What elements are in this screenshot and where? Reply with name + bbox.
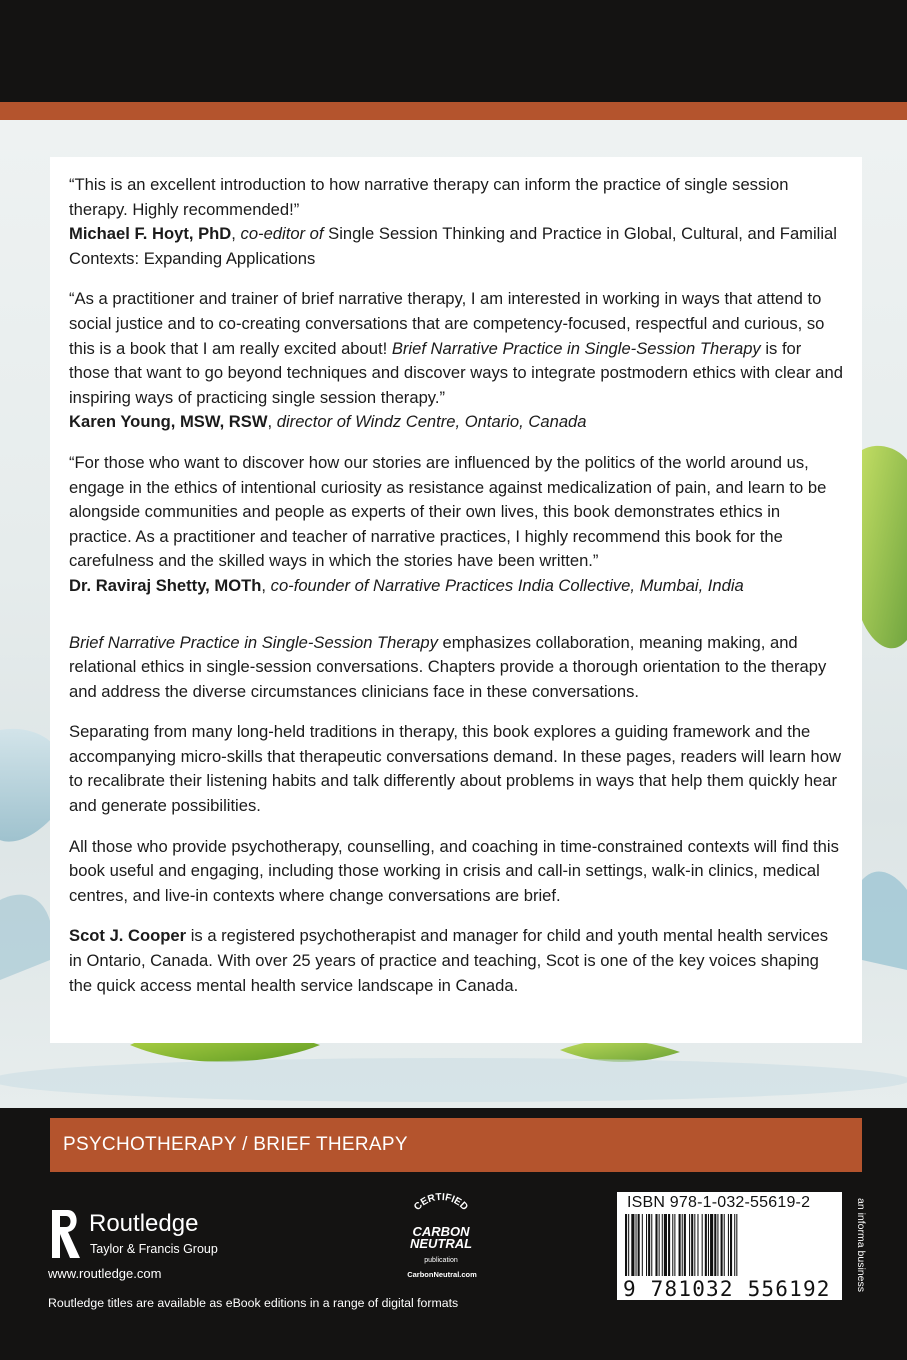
review-3-attribution: Dr. Raviraj Shetty, MOTh, co-founder of Narrative Practices India Collective, Mumbai, India: [69, 575, 744, 595]
routledge-r-icon: [48, 1208, 82, 1260]
category-bar: PSYCHOTHERAPY / BRIEF THERAPY: [50, 1118, 862, 1172]
carbon-certified-text: CERTIFIED: [412, 1191, 470, 1213]
review-3-role: co-founder of Narrative Practices India Collective, Mumbai, India: [270, 575, 744, 595]
review-1-role-rest: Single Session Thinking and Practice in Global, Cultural, and Familial Contexts: Expanding Applications: [69, 224, 837, 268]
isbn-label: ISBN 978-1-032-55619-2: [627, 1194, 811, 1211]
review-2-name: Karen Young, MSW, RSW: [69, 412, 268, 432]
barcode-icon: [623, 1214, 836, 1276]
publisher-url[interactable]: www.routledge.com: [48, 1266, 162, 1281]
review-2-quote-a: “As a practitioner and trainer of brief narrative therapy, I am interested in working in ways that attend to social justice and to co-creating conversations that are competency-focused, respectful and curious, so this is a book that I am really excited about!: [69, 289, 825, 358]
carbon-sub: publication: [424, 1257, 458, 1264]
routledge-group: Taylor & Francis Group: [90, 1242, 218, 1256]
review-3-quote: “For those who want to discover how our stories are influenced by the politics of the world around us, engage in the ethics of intentional curiosity as resistance against medicalization of pain, and learn to be alongside communities and people as experts of their own lives, this book demonstrates ethics in practice. As a practitioner and teacher of narrative practices, I highly recommend this book for the carefulness and the skilled ways in which the stories have been written.”: [69, 452, 827, 571]
review-2-attribution: Karen Young, MSW, RSW, director of Windz Centre, Ontario, Canada: [69, 412, 587, 432]
review-2-quote: [69, 287, 844, 410]
review-1-name: Michael F. Hoyt, PhD: [69, 224, 232, 244]
informa-text: an informa business: [855, 1198, 867, 1292]
author-bio: [69, 924, 844, 998]
review-2-book-title: Brief Narrative Practice in Single-Session Therapy: [391, 338, 761, 358]
carbon-site: CarbonNeutral.com: [407, 1270, 477, 1279]
review-2-quote-b: is for those that want to go beyond techniques and discover ways to integrate postmodern ethics with clear and inspiring ways of practicing single session therapy.”: [69, 338, 843, 407]
top-dark-band: [0, 0, 907, 102]
accent-stripe: [0, 102, 907, 120]
ean-number: 9 781032 556192: [623, 1277, 831, 1301]
description-paragraph-3: All those who provide psychotherapy, counselling, and coaching in time-constrained contexts will find this book useful and engaging, including those working in crisis and call-in settings, walk-in clinics, medical centres, and live-in contexts where change conversations are brief.: [69, 836, 839, 905]
carbon-line1: CARBON: [412, 1224, 470, 1239]
carbon-line2: NEUTRAL: [409, 1236, 473, 1251]
description-p1-rest: emphasizes collaboration, meaning making, and relational ethics in single-session conversations. Chapters provide a thorough orientation to the therapy and address the diverse circumstances clinicians face in these conversations.: [69, 632, 827, 701]
author-bio-text: is a registered psychotherapist and manager for child and youth mental health services in Ontario, Canada. With over 25 years of practice and teaching, Scot is one of the key voices shaping the quick access mental health service landscape in Canada.: [69, 926, 829, 995]
barcode-box: [617, 1192, 842, 1300]
back-cover-text: [69, 173, 844, 998]
routledge-name: Routledge: [89, 1210, 199, 1237]
description-paragraph-2: Separating from many long-held traditions in therapy, this book explores a guiding framework and the accompanying micro-skills that therapeutic conversations demand. In these pages, readers will learn how to recalibrate their listening habits and talk differently about problems in ways that help them quickly hear and generate possibilities.: [69, 722, 841, 816]
review-1-quote: “This is an excellent introduction to how narrative therapy can inform the practice of single session therapy. Highly recommended!”: [69, 175, 789, 219]
review-1-attribution: Michael F. Hoyt, PhD, co-editor of Single Session Thinking and Practice in Global, Cultural, and Familial Contexts: Expanding Applications: [69, 224, 837, 268]
description-book-title: Brief Narrative Practice in Single-Session Therapy: [69, 632, 438, 652]
description-paragraph-1: [69, 631, 844, 705]
review-2-role: director of Windz Centre, Ontario, Canada: [276, 412, 587, 432]
author-name: Scot J. Cooper: [69, 926, 187, 946]
ebook-note: Routledge titles are available as eBook editions in a range of digital formats: [48, 1296, 459, 1310]
routledge-logo: [48, 1208, 218, 1265]
review-1-role-prefix: co-editor of: [240, 224, 324, 244]
review-3-name: Dr. Raviraj Shetty, MOTh: [69, 575, 262, 595]
